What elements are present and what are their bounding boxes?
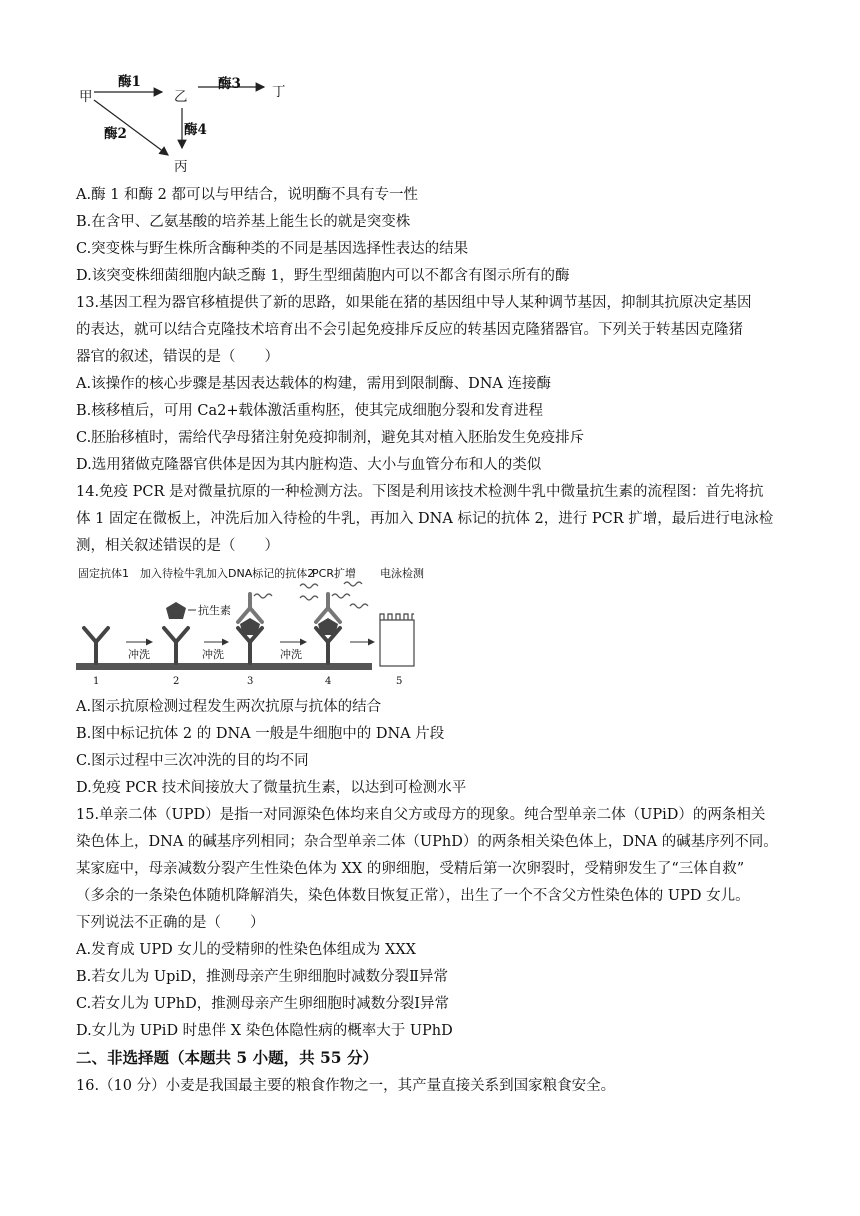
- antibody-2-icon: [238, 594, 340, 622]
- section-2-heading: 二、非选择题（本题共 5 小题，共 55 分）: [76, 1048, 378, 1067]
- step-number-1: 1: [93, 676, 100, 687]
- q13-option-a: A.该操作的核心步骤是基因表达载体的构建，需用到限制酶、DNA 连接酶: [76, 376, 551, 392]
- step-number-2: 2: [173, 676, 180, 687]
- step-title-2: 加入待检牛乳: [140, 567, 206, 580]
- q15-stem-line-5: 下列说法不正确的是（ ）: [76, 915, 265, 931]
- wash-label-2: 冲洗: [202, 648, 224, 661]
- q12-option-a: A.酶 1 和酶 2 都可以与甲结合，说明酶不具有专一性: [76, 187, 418, 203]
- wash-label-1: 冲洗: [128, 648, 150, 661]
- q14-option-b: B.图中标记抗体 2 的 DNA 一般是牛细胞中的 DNA 片段: [76, 726, 445, 742]
- question-16-stem: 16.（10 分）小麦是我国最主要的粮食作物之一，其产量直接关系到国家粮食安全。: [76, 1078, 616, 1094]
- node-ding: 丁: [272, 84, 286, 100]
- q14-option-a: A.图示抗原检测过程发生两次抗原与抗体的结合: [76, 699, 382, 715]
- electrophoresis-gel-icon: [380, 614, 414, 666]
- q15-stem-line-1: 15.单亲二体（UPD）是指一对同源染色体均来自父方或母方的现象。纯合型单亲二体（UPiD）的两条相关: [76, 807, 766, 823]
- q13-stem-line-1: 13.基因工程为器官移植提供了新的思路，如果能在猪的基因组中导人某种调节基因，抑制其抗原决定基因: [76, 295, 752, 311]
- step-number-4: 4: [325, 676, 332, 687]
- step-title-3: 加入DNA标记的抗体2: [206, 567, 315, 580]
- q14-option-c: C.图示过程中三次冲洗的目的均不同: [76, 753, 309, 769]
- step-title-1: 固定抗体1: [78, 567, 129, 580]
- q13-option-c: C.胚胎移植时，需给代孕母猪注射免疫抑制剂，避免其对植入胚胎发生免疫排斥: [76, 430, 585, 446]
- q14-option-d: D.免疫 PCR 技术间接放大了微量抗生素，以达到可检测水平: [76, 780, 467, 796]
- q15-stem-line-4: （多余的一条染色体随机降解消失，染色体数目恢复正常），出生了一个不含父方性染色体的 UPD 女儿。: [76, 888, 750, 904]
- q14-stem-line-2: 体 1 固定在微板上，冲洗后加入待检的牛乳，再加入 DNA 标记的抗体 2，进行 PCR 扩增，最后进行电泳检: [76, 511, 774, 527]
- antibiotic-label: 抗生素: [198, 604, 231, 617]
- dna-strand-icon: [254, 582, 368, 608]
- node-yi: 乙: [174, 89, 188, 105]
- enzyme-4-label: 酶4: [184, 122, 207, 138]
- step-number-3: 3: [247, 676, 254, 687]
- q13-option-b: B.核移植后，可用 Ca2+载体激活重构胚，使其完成细胞分裂和发育进程: [76, 403, 543, 419]
- step-number-5: 5: [396, 676, 403, 687]
- node-bing: 丙: [174, 159, 188, 175]
- q15-stem-line-3: 某家庭中，母亲减数分裂产生性染色体为 XX 的卵细胞，受精后第一次卵裂时，受精卵发生了“三体自救”: [76, 861, 745, 877]
- q12-option-d: D.该突变株细菌细胞内缺乏酶 1，野生型细菌胞内可以不都含有图示所有的酶: [76, 268, 570, 284]
- q12-option-c: C.突变株与野生株所含酶种类的不同是基因选择性表达的结果: [76, 241, 469, 257]
- step-title-4: PCR扩增: [312, 567, 356, 580]
- node-jia: 甲: [79, 89, 93, 105]
- q15-option-b: B.若女儿为 UpiD，推测母亲产生卵细胞时减数分裂Ⅱ异常: [76, 969, 448, 985]
- enzyme-2-label: 酶2: [104, 126, 127, 142]
- enzyme-1-label: 酶1: [118, 74, 141, 90]
- q15-option-a: A.发育成 UPD 女儿的受精卵的性染色体组成为 XXX: [76, 942, 416, 958]
- q14-stem-line-1: 14.免疫 PCR 是对微量抗原的一种检测方法。下图是利用该技术检测牛乳中微量抗生素的流程图：首先将抗: [76, 484, 764, 500]
- q14-stem-line-3: 测，相关叙述错误的是（ ）: [76, 538, 279, 554]
- q15-stem-line-2: 染色体上，DNA 的碱基序列相同；杂合型单亲二体（UPhD）的两条相关染色体上，DNA 的碱基序列不同。: [76, 834, 778, 850]
- q15-option-c: C.若女儿为 UPhD，推测母亲产生卵细胞时减数分裂Ⅰ异常: [76, 996, 449, 1012]
- wash-label-3: 冲洗: [280, 648, 302, 661]
- q13-stem-line-2: 的表达，就可以结合克隆技术培育出不会引起免疫排斥反应的转基因克隆猪器官。下列关于转基因克隆猪: [76, 322, 743, 338]
- enzyme-3-label: 酶3: [218, 76, 241, 92]
- q13-stem-line-3: 器官的叙述，错误的是（ ）: [76, 349, 279, 365]
- step-title-5: 电泳检测: [380, 567, 424, 580]
- q12-option-b: B.在含甲、乙氨基酸的培养基上能生长的就是突变株: [76, 214, 411, 230]
- q15-option-d: D.女儿为 UPiD 时患伴 X 染色体隐性病的概率大于 UPhD: [76, 1023, 453, 1039]
- q13-option-d: D.选用猪做克隆器官供体是因为其内脏构造、大小与血管分布和人的类似: [76, 457, 542, 473]
